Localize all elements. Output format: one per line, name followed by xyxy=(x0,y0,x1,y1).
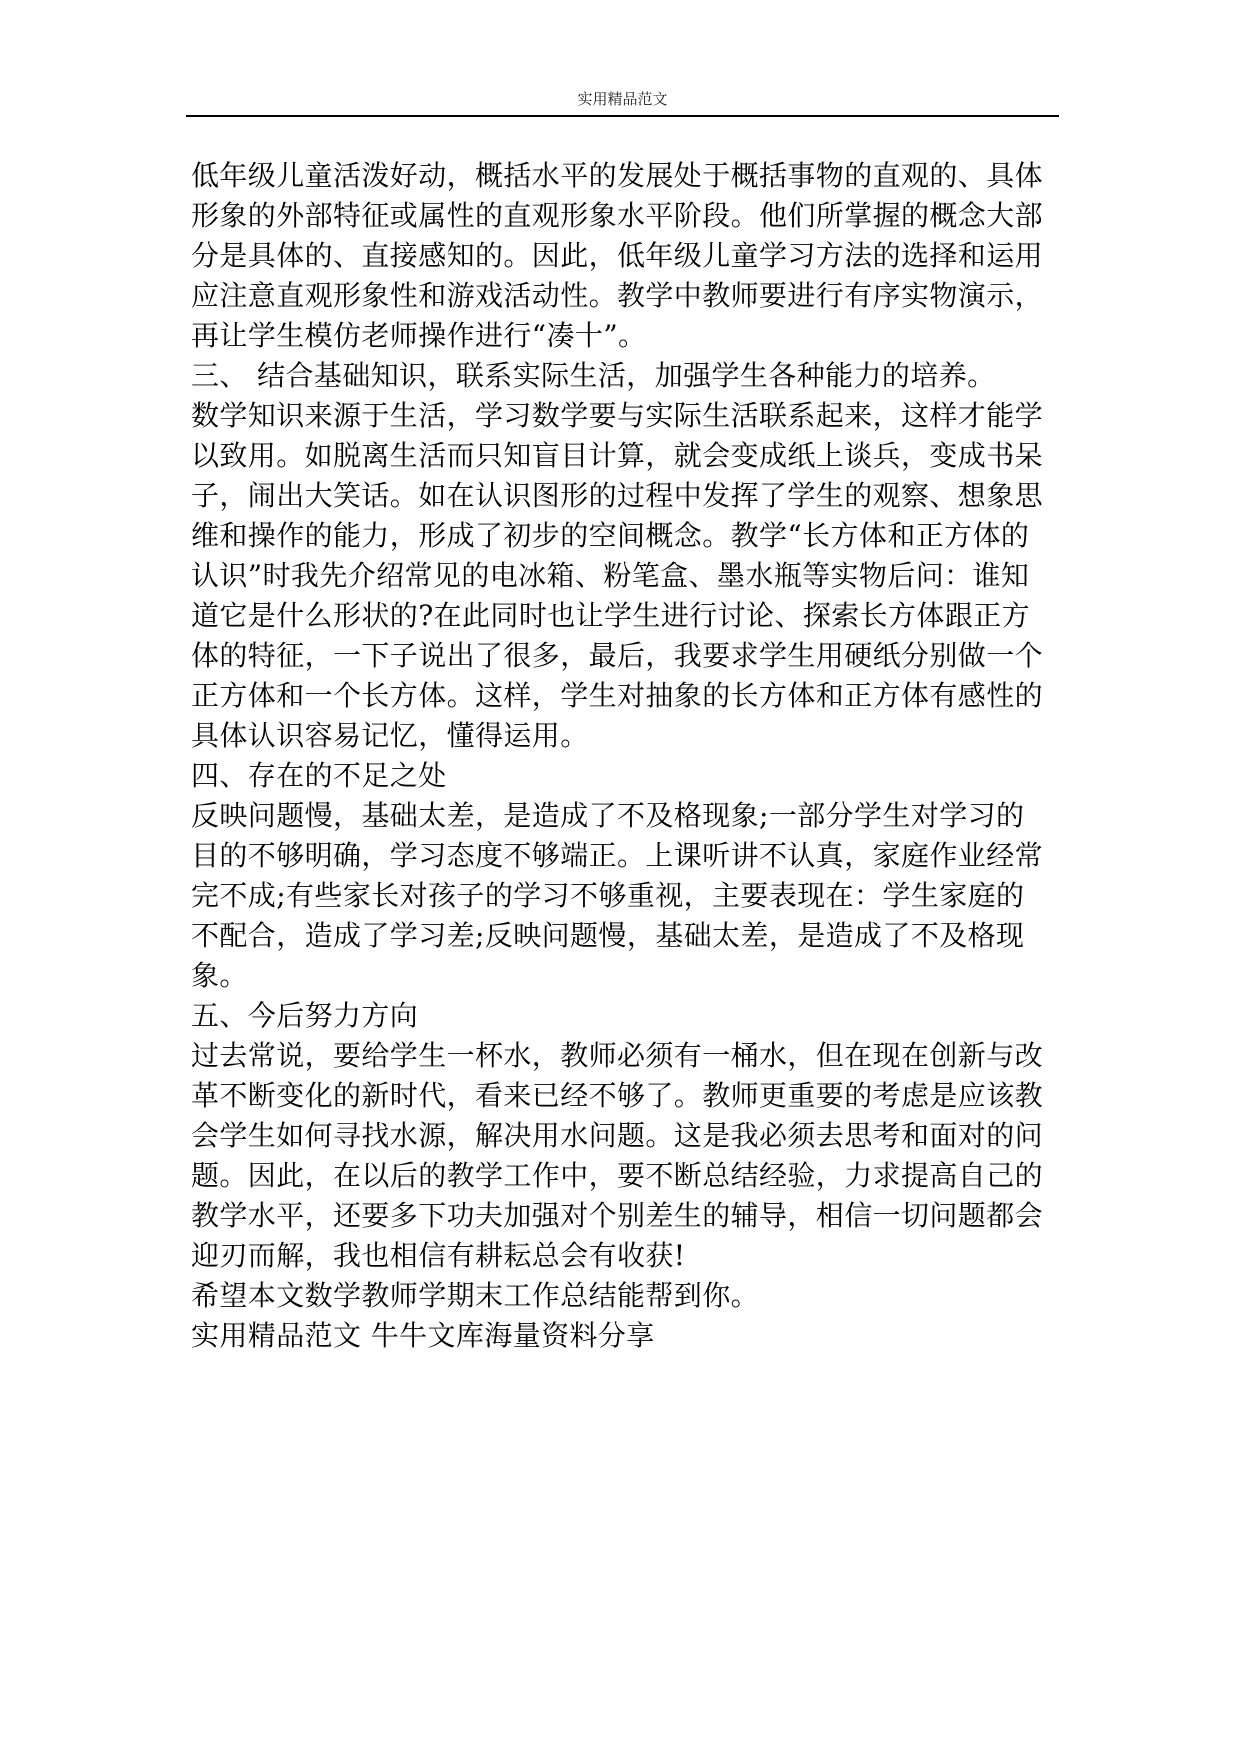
body-line: 完不成;有些家长对孩子的学习不够重视，主要表现在：学生家庭的 xyxy=(191,879,1025,912)
document-body xyxy=(191,156,1071,1356)
body-line: 认识”时我先介绍常见的电冰箱、粉笔盒、墨水瓶等实物后问：谁知 xyxy=(191,559,1030,592)
body-line: 教学水平，还要多下功夫加强对个别差生的辅导，相信一切问题都会 xyxy=(191,1199,1044,1232)
body-line: 目的不够明确，学习态度不够端正。上课听讲不认真，家庭作业经常 xyxy=(191,839,1044,872)
body-line: 过去常说，要给学生一杯水，教师必须有一桶水，但在现在创新与改 xyxy=(191,1039,1044,1072)
body-line: 以致用。如脱离生活而只知盲目计算，就会变成纸上谈兵，变成书呆 xyxy=(191,439,1044,472)
body-line: 道它是什么形状的?在此同时也让学生进行讨论、探索长方体跟正方 xyxy=(191,599,1031,632)
body-line: 题。因此，在以后的教学工作中，要不断总结经验，力求提高自己的 xyxy=(191,1159,1044,1192)
body-line: 再让学生模仿老师操作进行“凑十”。 xyxy=(191,319,647,352)
body-line: 子，闹出大笑话。如在认识图形的过程中发挥了学生的观察、想象思 xyxy=(191,479,1044,512)
body-line: 会学生如何寻找水源，解决用水问题。这是我必须去思考和面对的问 xyxy=(191,1119,1044,1152)
body-line: 形象的外部特征或属性的直观形象水平阶段。他们所掌握的概念大部 xyxy=(191,199,1044,232)
body-line: 维和操作的能力，形成了初步的空间概念。教学“长方体和正方体的 xyxy=(191,519,1030,552)
body-line: 不配合，造成了学习差;反映问题慢，基础太差，是造成了不及格现 xyxy=(191,919,1025,952)
section-heading-5: 五、今后努力方向 xyxy=(191,999,419,1032)
body-line: 低年级儿童活泼好动，概括水平的发展处于概括事物的直观的、具体 xyxy=(191,159,1044,192)
footer-line: 实用精品范文 牛牛文库海量资料分享 xyxy=(191,1319,655,1352)
body-line: 数学知识来源于生活，学习数学要与实际生活联系起来，这样才能学 xyxy=(191,399,1044,432)
body-line: 分是具体的、直接感知的。因此，低年级儿童学习方法的选择和运用 xyxy=(191,239,1044,272)
body-line: 革不断变化的新时代，看来已经不够了。教师更重要的考虑是应该教 xyxy=(191,1079,1044,1112)
body-line: 体的特征，一下子说出了很多，最后，我要求学生用硬纸分别做一个 xyxy=(191,639,1044,672)
body-line: 具体认识容易记忆，懂得运用。 xyxy=(191,719,589,752)
closing-line: 希望本文数学教师学期末工作总结能帮到你。 xyxy=(191,1279,760,1312)
body-line: 象。 xyxy=(191,959,248,992)
header-divider xyxy=(186,115,1059,117)
page-header: 实用精品范文 xyxy=(577,90,668,108)
body-line: 迎刃而解，我也相信有耕耘总会有收获! xyxy=(191,1239,686,1272)
body-line: 正方体和一个长方体。这样，学生对抽象的长方体和正方体有感性的 xyxy=(191,679,1044,712)
section-heading-3: 三、 结合基础知识，联系实际生活，加强学生各种能力的培养。 xyxy=(191,359,996,392)
body-line: 反映问题慢，基础太差，是造成了不及格现象;一部分学生对学习的 xyxy=(191,799,1025,832)
body-line: 应注意直观形象性和游戏活动性。教学中教师要进行有序实物演示， xyxy=(191,279,1044,312)
section-heading-4: 四、存在的不足之处 xyxy=(191,759,447,792)
